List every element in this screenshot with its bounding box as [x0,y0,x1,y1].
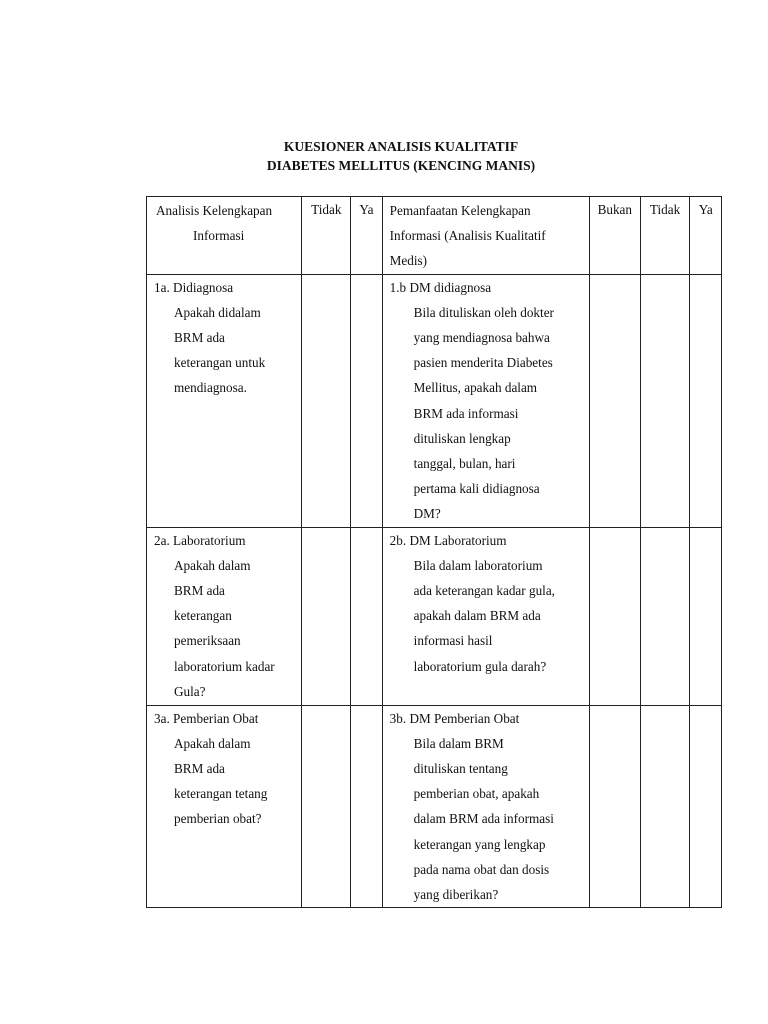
row-1-ya-cell[interactable] [351,274,382,527]
row-2-right-body: Bila dalam laboratorium ada keterangan kadar gula, apakah dalam BRM ada informasi hasil laboratorium gula darah? [413,557,555,674]
row-1-bukan-cell[interactable] [589,274,640,527]
row-3-bukan-cell[interactable] [589,705,640,908]
row-2-left-body: Apakah dalam BRM ada keterangan pemeriksaan laboratorium kadar Gula? [174,557,275,699]
header-analisis-line2: Informasi [193,228,245,244]
header-bukan: Bukan [589,197,640,275]
row-2-right-label: 2b. DM Laboratorium [389,532,507,548]
row-2-left-label: 2a. Laboratorium [154,532,246,548]
document-title [0,137,768,175]
header-pemanfaatan [382,197,589,275]
row-2-ya-cell[interactable] [351,527,382,705]
row-1-left-cell [147,274,302,527]
row-3-right-label: 3b. DM Pemberian Obat [389,710,520,726]
row-3-left-label: 3a. Pemberian Obat [154,710,259,726]
row-3-ya2-cell[interactable] [690,705,722,908]
header-ya-2: Ya [690,197,722,275]
header-pemanfaatan-text: Pemanfaatan Kelengkapan Informasi (Analisis Kualitatif Medis) [389,203,546,269]
row-3-ya-cell[interactable] [351,705,382,908]
row-2-tidak2-cell[interactable] [640,527,690,705]
table-row [147,274,722,527]
row-3-right-cell [382,705,589,908]
row-2-ya2-cell[interactable] [690,527,722,705]
row-3-right-body: Bila dalam BRM dituliskan tentang pemberian obat, apakah dalam BRM ada informasi keterangan yang lengkap pada nama obat dan dosis yang diberikan? [413,735,554,903]
row-2-left-cell [147,527,302,705]
table-row [147,527,722,705]
row-3-left-body: Apakah dalam BRM ada keterangan tetang pemberian obat? [174,735,268,827]
row-3-left-cell [147,705,302,908]
header-analisis-line1: Analisis Kelengkapan [156,203,273,218]
row-2-right-cell [382,527,589,705]
table-row [147,705,722,908]
row-1-right-label: 1.b DM didiagnosa [389,279,492,295]
row-3-tidak-cell[interactable] [302,705,351,908]
row-3-tidak2-cell[interactable] [640,705,690,908]
header-row [147,197,722,275]
row-2-bukan-cell[interactable] [589,527,640,705]
row-1-right-cell [382,274,589,527]
header-tidak: Tidak [302,197,351,275]
title-line-1: KUESIONER ANALISIS KUALITATIF [283,139,519,154]
row-1-right-body: Bila dituliskan oleh dokter yang mendiagnosa bahwa pasien menderita Diabetes Mellitus, apakah dalam BRM ada informasi dituliskan lengkap tanggal, bulan, hari pertama kali didiagnosa DM? [413,304,554,522]
row-1-left-body: Apakah didalam BRM ada keterangan untuk mendiagnosa. [174,304,266,396]
title-line-2: DIABETES MELLITUS (KENCING MANIS) [266,158,536,173]
row-1-ya2-cell[interactable] [690,274,722,527]
row-1-left-label: 1a. Didiagnosa [154,279,234,295]
row-1-tidak-cell[interactable] [302,274,351,527]
header-tidak-2: Tidak [640,197,690,275]
questionnaire-table [146,196,722,908]
header-ya: Ya [351,197,382,275]
row-1-tidak2-cell[interactable] [640,274,690,527]
row-2-tidak-cell[interactable] [302,527,351,705]
header-analisis [147,197,302,275]
